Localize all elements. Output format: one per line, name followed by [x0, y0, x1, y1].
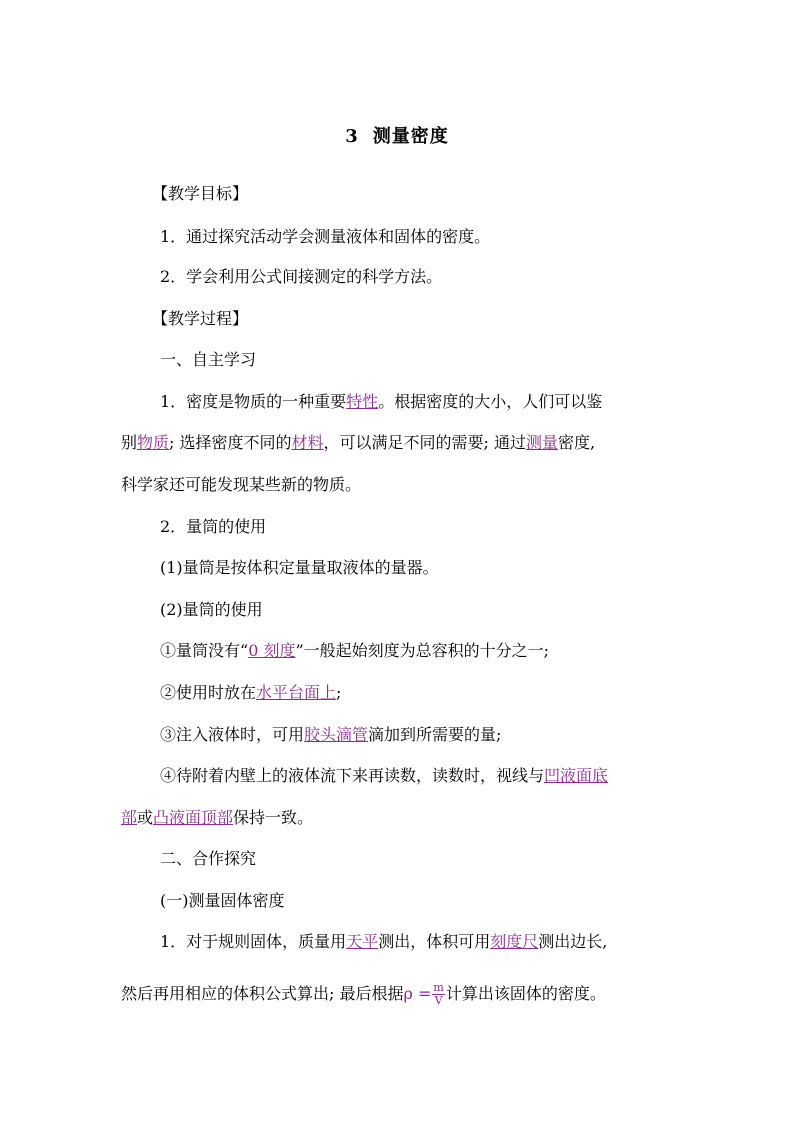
usage-point-2: ②使用时放在水平台面上; [160, 683, 342, 702]
usage-point-1: ①量筒没有“0 刻度”一般起始刻度为总容积的十分之一; [160, 641, 550, 660]
answer-blank: 刻度尺 [490, 932, 539, 951]
heading-teaching-process: 【教学过程】 [152, 309, 249, 328]
goal-2: 2．学会利用公式间接测定的科学方法。 [160, 267, 443, 286]
formula-fraction: $\frac{m}{V}$ [433, 981, 444, 1007]
density-formula: ρ = $\frac{m}{V}$ [403, 981, 444, 1007]
cylinder-def: (1)量筒是按体积定量量取液体的量器。 [160, 558, 439, 577]
subsection-solid-density: (一)测量固体密度 [160, 891, 285, 910]
answer-blank: 材料 [291, 433, 324, 452]
section-self-study: 一、自主学习 [160, 350, 257, 369]
goal-1: 1．通过探究活动学会测量液体和固体的密度。 [160, 227, 491, 246]
usage-point-4-line-1: ④待附着内壁上的液体流下来再读数，读数时，视线与凹液面底 [160, 766, 609, 785]
answer-blank: 部 [121, 808, 138, 827]
cylinder-usage-title: 2．量筒的使用 [160, 517, 267, 536]
paragraph-density-line-1: 1．密度是物质的一种重要特性。根据密度的大小，人们可以鉴 [160, 392, 603, 411]
answer-blank: 胶头滴管 [304, 725, 369, 744]
answer-blank: 凸液面顶部 [153, 808, 234, 827]
usage-point-4-line-2: 部或凸液面顶部保持一致。 [121, 808, 314, 827]
paragraph-density-line-3: 科学家还可能发现某些新的物质。 [121, 475, 362, 494]
answer-blank: 凹液面底 [544, 766, 609, 785]
paragraph-density-line-2: 别物质; 选择密度不同的材料，可以满足不同的需要; 通过测量密度, [121, 433, 596, 452]
answer-blank: 0 刻度 [248, 641, 296, 660]
usage-point-3: ③注入液体时，可用胶头滴管滴加到所需要的量; [160, 725, 502, 744]
page-title: 3 测量密度 [345, 126, 449, 147]
section-cooperative-inquiry: 二、合作探究 [160, 849, 257, 868]
paragraph-solid-line-1: 1．对于规则固体，质量用天平测出，体积可用刻度尺测出边长, [160, 932, 608, 951]
paragraph-solid-line-2: 然后再用相应的体积公式算出; 最后根据ρ = $\frac{m}{V}$ 计算出该固体的密度。 [121, 981, 606, 1007]
answer-blank: 天平 [346, 932, 379, 951]
heading-teaching-goal: 【教学目标】 [152, 184, 249, 203]
answer-blank: 测量 [526, 433, 559, 452]
answer-blank: 水平台面上 [256, 683, 337, 702]
cylinder-usage-sub: (2)量筒的使用 [160, 600, 263, 619]
answer-blank: 物质 [137, 433, 170, 452]
answer-blank: 特性 [346, 392, 379, 411]
